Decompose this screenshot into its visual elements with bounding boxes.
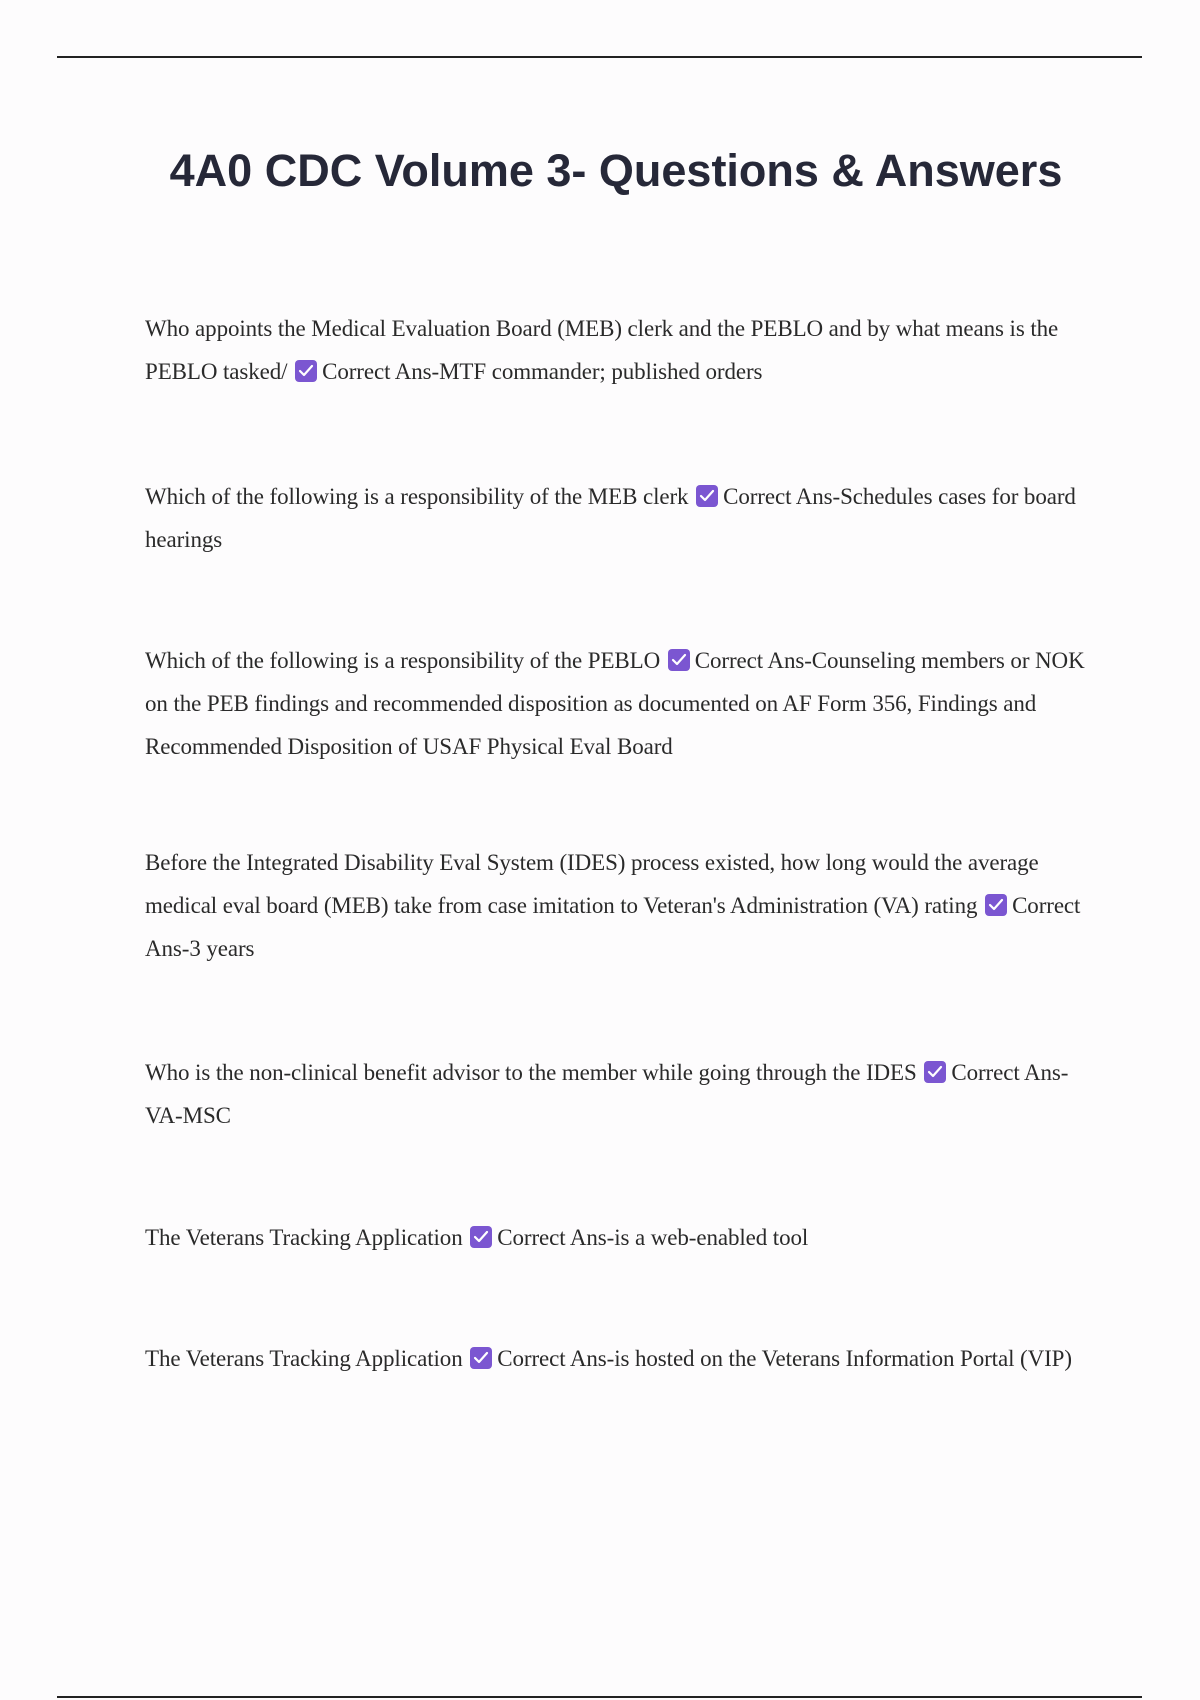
- qa-item: [145, 1216, 1100, 1259]
- qa-item: [145, 841, 1100, 970]
- answer-text: Correct Ans-VA-MSC: [145, 1060, 1069, 1128]
- question-text: Which of the following is a responsibility of the PEBLO: [145, 648, 661, 673]
- qa-item: [145, 307, 1100, 393]
- qa-item: [145, 475, 1100, 561]
- answer-text: Correct Ans-is hosted on the Veterans Information Portal (VIP): [497, 1346, 1072, 1371]
- qa-item: [145, 639, 1100, 768]
- qa-item: [145, 1337, 1100, 1380]
- question-text: The Veterans Tracking Application: [145, 1346, 463, 1371]
- answer-text: Correct Ans-Schedules cases for board hearings: [145, 484, 1076, 552]
- question-text: The Veterans Tracking Application: [145, 1225, 463, 1250]
- answer-text: Correct Ans-is a web-enabled tool: [497, 1225, 809, 1250]
- qa-item: [145, 1051, 1100, 1137]
- answer-text: Correct Ans-MTF commander; published orders: [322, 359, 763, 384]
- bottom-rule: [57, 1696, 1142, 1698]
- checkmark-icon: [924, 1061, 946, 1083]
- checkmark-icon: [985, 894, 1007, 916]
- checkmark-icon: [668, 649, 690, 671]
- checkmark-icon: [470, 1347, 492, 1369]
- checkmark-icon: [295, 360, 317, 382]
- page-title: 4A0 CDC Volume 3- Questions & Answers: [169, 145, 1063, 196]
- question-text: Before the Integrated Disability Eval System (IDES) process existed, how long would the average medical eval board (MEB) take from case imitation to Veteran's Administration (VA) rating: [145, 850, 1039, 918]
- question-text: Who appoints the Medical Evaluation Board (MEB) clerk and the PEBLO and by what means is the PEBLO tasked/: [145, 316, 1059, 384]
- question-text: Which of the following is a responsibility of the MEB clerk: [145, 484, 689, 509]
- answer-text: Correct Ans-Counseling members or NOK on the PEB findings and recommended disposition as documented on AF Form 356, Findings and Recommended Disposition of USAF Physical Eval Board: [145, 648, 1085, 759]
- checkmark-icon: [696, 485, 718, 507]
- answer-text: Correct Ans-3 years: [145, 893, 1081, 961]
- question-text: Who is the non-clinical benefit advisor to the member while going through the IDES: [145, 1060, 917, 1085]
- checkmark-icon: [470, 1226, 492, 1248]
